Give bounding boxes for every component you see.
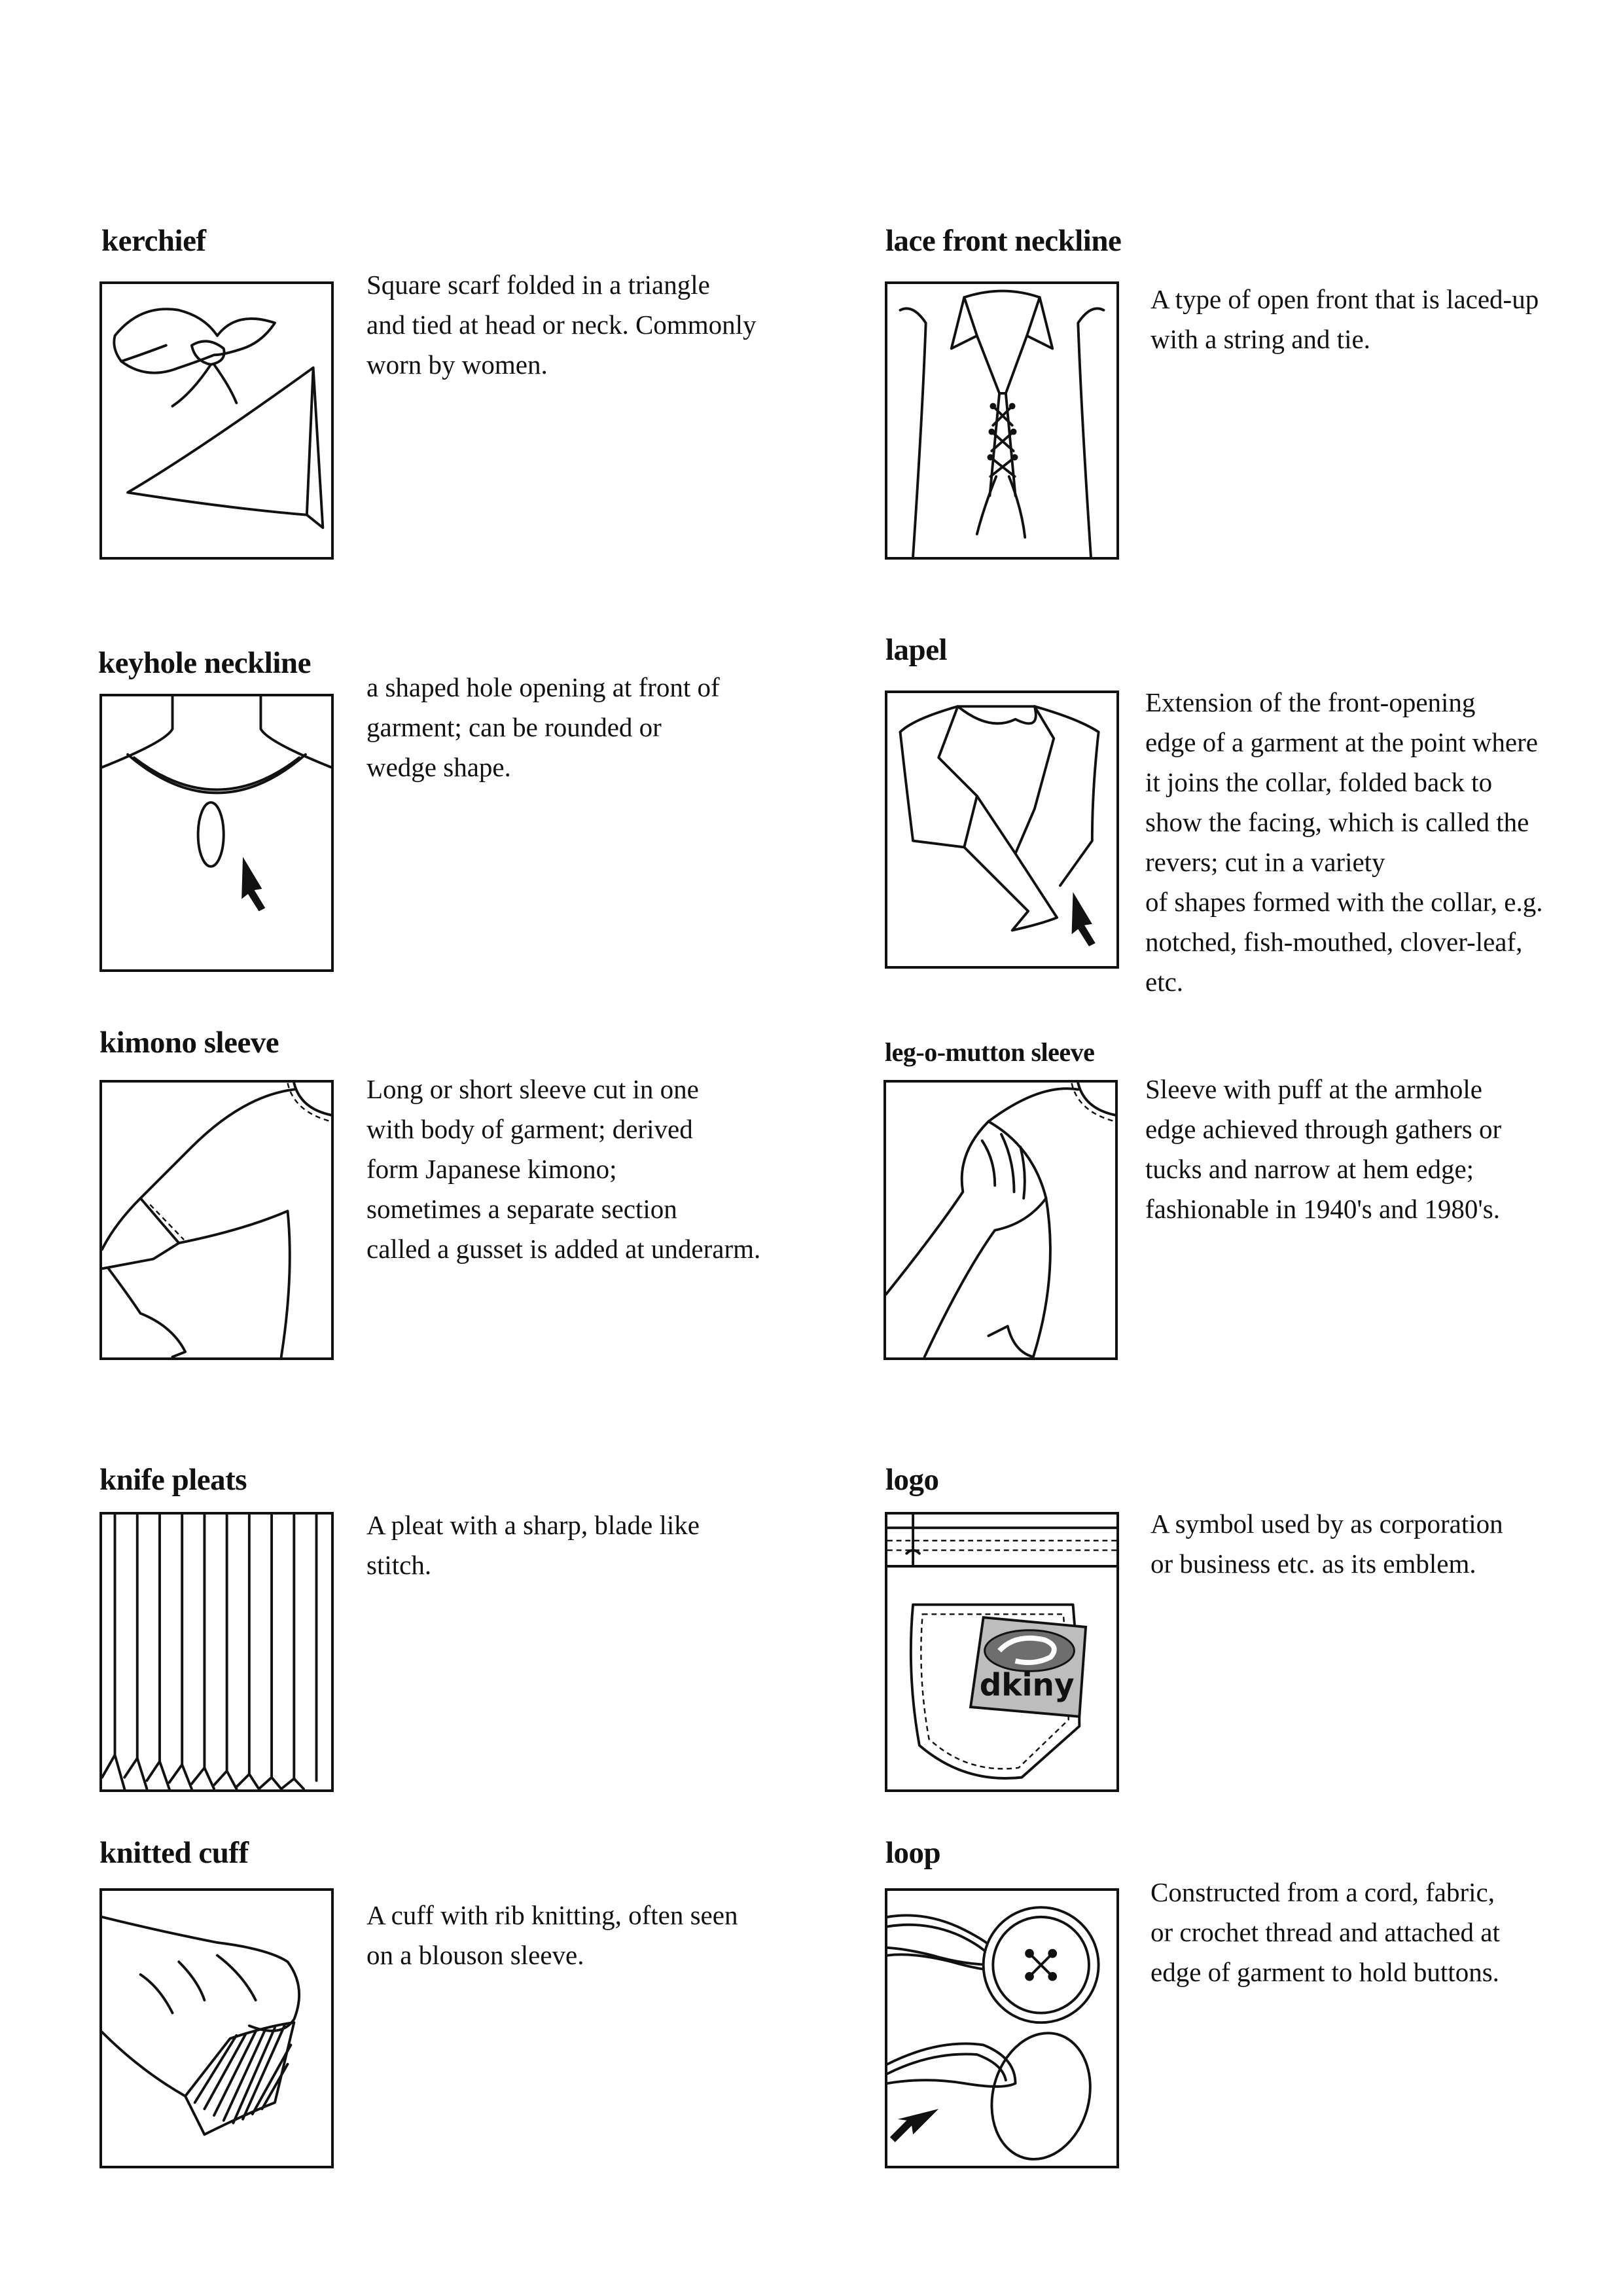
button-loop-icon xyxy=(887,1891,1116,2166)
kimono-sleeve-icon xyxy=(102,1083,331,1357)
keyhole-neckline-icon xyxy=(102,696,331,969)
description-keyhole-neckline xyxy=(366,668,720,787)
description-line: stitch. xyxy=(366,1550,432,1580)
description-lapel xyxy=(1145,683,1543,1002)
description-line: Sleeve with puff at the armhole xyxy=(1145,1074,1483,1104)
kimono-sleeve-illustration xyxy=(99,1080,334,1360)
description-line: or crochet thread and attached at xyxy=(1150,1917,1500,1947)
knife-pleats-icon xyxy=(102,1515,331,1789)
description-line: A type of open front that is laced-up xyxy=(1150,284,1539,314)
description-line: edge achieved through gathers or xyxy=(1145,1114,1502,1144)
description-line: Long or short sleeve cut in one xyxy=(366,1074,699,1104)
description-line: worn by women. xyxy=(366,350,548,380)
term-kerchief: kerchief xyxy=(101,224,206,258)
description-line: edge of garment to hold buttons. xyxy=(1150,1957,1499,1987)
description-line: called a gusset is added at underarm. xyxy=(366,1234,761,1264)
description-loop xyxy=(1150,1873,1500,1992)
description-line: show the facing, which is called the xyxy=(1145,807,1529,837)
term-lace-front-neckline: lace front neckline xyxy=(885,224,1122,258)
kerchief-illustration xyxy=(99,281,334,560)
lace-front-neckline-icon xyxy=(887,284,1116,557)
description-line: Extension of the front-opening xyxy=(1145,687,1476,717)
description-line: tucks and narrow at hem edge; xyxy=(1145,1154,1474,1184)
description-line: garment; can be rounded or xyxy=(366,712,662,742)
leg-o-mutton-sleeve-illustration xyxy=(883,1080,1118,1360)
description-line: it joins the collar, folded back to xyxy=(1145,767,1493,797)
description-line: sometimes a separate section xyxy=(366,1194,677,1224)
logo-illustration xyxy=(885,1512,1119,1792)
lace-front-neckline-illustration xyxy=(885,281,1119,560)
term-lapel: lapel xyxy=(885,633,948,667)
kerchief-icon xyxy=(102,284,331,557)
lapel-illustration xyxy=(885,691,1119,969)
description-line: form Japanese kimono; xyxy=(366,1154,617,1184)
description-kimono-sleeve xyxy=(366,1069,760,1269)
description-line: A symbol used by as corporation xyxy=(1150,1509,1503,1539)
description-line: edge of a garment at the point where xyxy=(1145,727,1538,757)
description-line: A pleat with a sharp, blade like xyxy=(366,1510,700,1540)
description-knife-pleats xyxy=(366,1505,700,1585)
description-line: and tied at head or neck. Commonly xyxy=(366,310,757,340)
description-line: with a string and tie. xyxy=(1150,324,1370,354)
description-line: A cuff with rib knitting, often seen xyxy=(366,1900,738,1930)
term-keyhole-neckline: keyhole neckline xyxy=(98,646,311,680)
knitted-cuff-illustration xyxy=(99,1888,334,2168)
description-line: wedge shape. xyxy=(366,752,511,782)
logo-text: dkiny xyxy=(979,1667,1075,1704)
knife-pleats-illustration xyxy=(99,1512,334,1792)
description-kerchief xyxy=(366,265,756,385)
description-line: etc. xyxy=(1145,967,1184,997)
knitted-cuff-icon xyxy=(102,1891,331,2166)
description-line: on a blouson sleeve. xyxy=(366,1940,584,1970)
description-leg-o-mutton-sleeve xyxy=(1145,1069,1501,1229)
term-logo: logo xyxy=(885,1463,939,1497)
term-knife-pleats: knife pleats xyxy=(99,1463,247,1497)
term-leg-o-mutton-sleeve: leg-o-mutton sleeve xyxy=(885,1037,1095,1067)
logo-pocket-icon xyxy=(887,1515,1116,1789)
term-knitted-cuff: knitted cuff xyxy=(99,1836,249,1870)
description-line: with body of garment; derived xyxy=(366,1114,693,1144)
lapel-icon xyxy=(887,693,1116,966)
keyhole-neckline-illustration xyxy=(99,694,334,972)
description-line: Square scarf folded in a triangle xyxy=(366,270,710,300)
loop-illustration xyxy=(885,1888,1119,2168)
description-line: of shapes formed with the collar, e.g. xyxy=(1145,887,1543,917)
description-logo xyxy=(1150,1504,1503,1584)
description-lace-front-neckline xyxy=(1150,279,1539,359)
term-kimono-sleeve: kimono sleeve xyxy=(99,1026,279,1060)
leg-o-mutton-sleeve-icon xyxy=(886,1083,1115,1357)
description-line: a shaped hole opening at front of xyxy=(366,672,720,702)
term-loop: loop xyxy=(885,1836,941,1870)
description-line: notched, fish-mouthed, clover-leaf, xyxy=(1145,927,1523,957)
description-line: or business etc. as its emblem. xyxy=(1150,1549,1476,1579)
description-line: fashionable in 1940's and 1980's. xyxy=(1145,1194,1501,1224)
description-line: Constructed from a cord, fabric, xyxy=(1150,1877,1495,1907)
description-line: revers; cut in a variety xyxy=(1145,847,1385,877)
description-knitted-cuff xyxy=(366,1895,738,1975)
